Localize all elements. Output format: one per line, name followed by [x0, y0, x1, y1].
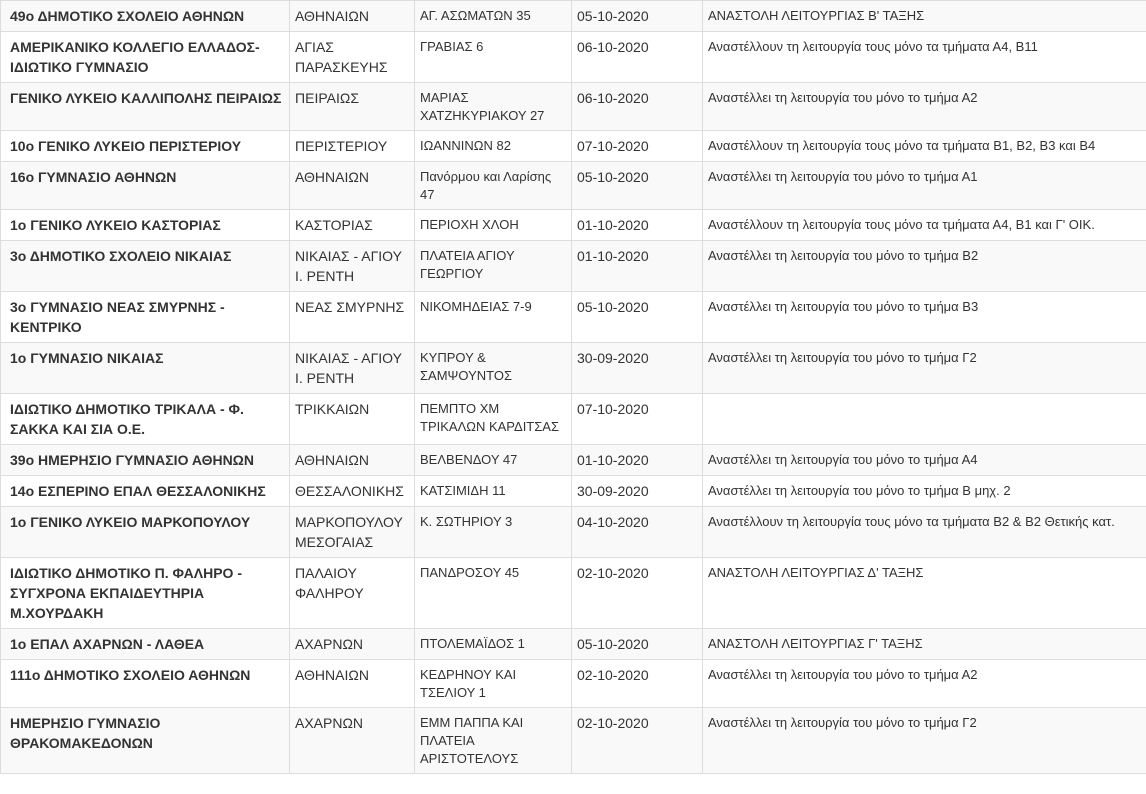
- municipality-cell: ΑΘΗΝΑΙΩΝ: [290, 445, 415, 476]
- municipality-cell: ΑΘΗΝΑΙΩΝ: [290, 1, 415, 32]
- note-cell: ΑΝΑΣΤΟΛΗ ΛΕΙΤΟΥΡΓΙΑΣ Γ' ΤΑΞΗΣ: [703, 629, 1146, 660]
- table-row: [1, 708, 1146, 774]
- date-cell: 06-10-2020: [572, 83, 703, 131]
- note-cell: Αναστέλλει τη λειτουργία του μόνο το τμήμα Γ2: [703, 708, 1146, 774]
- date-cell: 30-09-2020: [572, 343, 703, 394]
- municipality-cell: ΠΑΛΑΙΟΥ ΦΑΛΗΡΟΥ: [290, 558, 415, 629]
- table-row: [1, 558, 1146, 629]
- address-cell: ΒΕΛΒΕΝΔΟΥ 47: [415, 445, 572, 476]
- municipality-cell: ΘΕΣΣΑΛΟΝΙΚΗΣ: [290, 476, 415, 507]
- note-cell: Αναστέλλει τη λειτουργία του μόνο το τμήμα Α1: [703, 162, 1146, 210]
- table-row: [1, 210, 1146, 241]
- table-body: [1, 1, 1146, 774]
- table-row: [1, 507, 1146, 558]
- school-name-cell: 3ο ΔΗΜΟΤΙΚΟ ΣΧΟΛΕΙΟ ΝΙΚΑΙΑΣ: [1, 241, 290, 292]
- date-cell: 05-10-2020: [572, 162, 703, 210]
- school-name-cell: 14ο ΕΣΠΕΡΙΝΟ ΕΠΑΛ ΘΕΣΣΑΛΟΝΙΚΗΣ: [1, 476, 290, 507]
- date-cell: 05-10-2020: [572, 1, 703, 32]
- school-name-cell: 1ο ΓΥΜΝΑΣΙΟ ΝΙΚΑΙΑΣ: [1, 343, 290, 394]
- table-row: [1, 241, 1146, 292]
- table-row: [1, 292, 1146, 343]
- table-row: [1, 1, 1146, 32]
- municipality-cell: ΜΑΡΚΟΠΟΥΛΟΥ ΜΕΣΟΓΑΙΑΣ: [290, 507, 415, 558]
- school-name-cell: 1ο ΓΕΝΙΚΟ ΛΥΚΕΙΟ ΜΑΡΚΟΠΟΥΛΟΥ: [1, 507, 290, 558]
- date-cell: 07-10-2020: [572, 131, 703, 162]
- date-cell: 04-10-2020: [572, 507, 703, 558]
- municipality-cell: ΑΘΗΝΑΙΩΝ: [290, 162, 415, 210]
- table-row: [1, 476, 1146, 507]
- table-row: [1, 660, 1146, 708]
- municipality-cell: ΝΕΑΣ ΣΜΥΡΝΗΣ: [290, 292, 415, 343]
- school-name-cell: ΓΕΝΙΚΟ ΛΥΚΕΙΟ ΚΑΛΛΙΠΟΛΗΣ ΠΕΙΡΑΙΩΣ: [1, 83, 290, 131]
- school-name-cell: 16ο ΓΥΜΝΑΣΙΟ ΑΘΗΝΩΝ: [1, 162, 290, 210]
- municipality-cell: ΑΧΑΡΝΩΝ: [290, 708, 415, 774]
- table-row: [1, 162, 1146, 210]
- note-cell: Αναστέλλει τη λειτουργία του μόνο το τμήμα Γ2: [703, 343, 1146, 394]
- table-row: [1, 394, 1146, 445]
- municipality-cell: ΤΡΙΚΚΑΙΩΝ: [290, 394, 415, 445]
- address-cell: ΠΑΝΔΡΟΣΟΥ 45: [415, 558, 572, 629]
- note-cell: Αναστέλλουν τη λειτουργία τους μόνο τα τμήματα Α4, Β1 και Γ' ΟΙΚ.: [703, 210, 1146, 241]
- date-cell: 02-10-2020: [572, 660, 703, 708]
- school-name-cell: 111ο ΔΗΜΟΤΙΚΟ ΣΧΟΛΕΙΟ ΑΘΗΝΩΝ: [1, 660, 290, 708]
- address-cell: ΚΥΠΡΟΥ & ΣΑΜΨΟΥΝΤΟΣ: [415, 343, 572, 394]
- address-cell: ΚΑΤΣΙΜΙΔΗ 11: [415, 476, 572, 507]
- address-cell: ΝΙΚΟΜΗΔΕΙΑΣ 7-9: [415, 292, 572, 343]
- school-name-cell: 1ο ΓΕΝΙΚΟ ΛΥΚΕΙΟ ΚΑΣΤΟΡΙΑΣ: [1, 210, 290, 241]
- address-cell: ΚΕΔΡΗΝΟΥ ΚΑΙ ΤΣΕΛΙΟΥ 1: [415, 660, 572, 708]
- note-cell: Αναστέλλουν τη λειτουργία τους μόνο τα τμήματα Α4, Β11: [703, 32, 1146, 83]
- address-cell: ΓΡΑΒΙΑΣ 6: [415, 32, 572, 83]
- note-cell: Αναστέλλει τη λειτουργία του μόνο το τμήμα Α2: [703, 83, 1146, 131]
- table-row: [1, 445, 1146, 476]
- address-cell: ΠΛΑΤΕΙΑ ΑΓΙΟΥ ΓΕΩΡΓΙΟΥ: [415, 241, 572, 292]
- address-cell: ΙΩΑΝΝΙΝΩΝ 82: [415, 131, 572, 162]
- note-cell: ΑΝΑΣΤΟΛΗ ΛΕΙΤΟΥΡΓΙΑΣ Δ' ΤΑΞΗΣ: [703, 558, 1146, 629]
- municipality-cell: ΑΘΗΝΑΙΩΝ: [290, 660, 415, 708]
- note-cell: Αναστέλλει τη λειτουργία του μόνο το τμήμα Β2: [703, 241, 1146, 292]
- note-cell: Αναστέλλει τη λειτουργία του μόνο το τμήμα Α4: [703, 445, 1146, 476]
- school-name-cell: ΗΜΕΡΗΣΙΟ ΓΥΜΝΑΣΙΟ ΘΡΑΚΟΜΑΚΕΔΟΝΩΝ: [1, 708, 290, 774]
- note-cell: Αναστέλλουν τη λειτουργία τους μόνο τα τμήματα Β1, Β2, Β3 και Β4: [703, 131, 1146, 162]
- table-row: [1, 32, 1146, 83]
- note-cell: Αναστέλλουν τη λειτουργία τους μόνο τα τμήματα Β2 & Β2 Θετικής κατ.: [703, 507, 1146, 558]
- date-cell: 01-10-2020: [572, 445, 703, 476]
- school-name-cell: 39ο ΗΜΕΡΗΣΙΟ ΓΥΜΝΑΣΙΟ ΑΘΗΝΩΝ: [1, 445, 290, 476]
- date-cell: 01-10-2020: [572, 241, 703, 292]
- table-row: [1, 131, 1146, 162]
- date-cell: 02-10-2020: [572, 708, 703, 774]
- note-cell: [703, 394, 1146, 445]
- table-row: [1, 83, 1146, 131]
- date-cell: 02-10-2020: [572, 558, 703, 629]
- table-row: [1, 629, 1146, 660]
- municipality-cell: ΚΑΣΤΟΡΙΑΣ: [290, 210, 415, 241]
- date-cell: 05-10-2020: [572, 629, 703, 660]
- address-cell: Πανόρμου και Λαρίσης 47: [415, 162, 572, 210]
- address-cell: Κ. ΣΩΤΗΡΙΟΥ 3: [415, 507, 572, 558]
- municipality-cell: ΝΙΚΑΙΑΣ - ΑΓΙΟΥ Ι. ΡΕΝΤΗ: [290, 343, 415, 394]
- municipality-cell: ΠΕΡΙΣΤΕΡΙΟΥ: [290, 131, 415, 162]
- school-name-cell: ΑΜΕΡΙΚΑΝΙΚΟ ΚΟΛΛΕΓΙΟ ΕΛΛΑΔΟΣ-ΙΔΙΩΤΙΚΟ ΓΥΜΝΑΣΙΟ: [1, 32, 290, 83]
- note-cell: Αναστέλλει τη λειτουργία του μόνο το τμήμα Β μηχ. 2: [703, 476, 1146, 507]
- date-cell: 01-10-2020: [572, 210, 703, 241]
- date-cell: 05-10-2020: [572, 292, 703, 343]
- table-row: [1, 343, 1146, 394]
- municipality-cell: ΑΧΑΡΝΩΝ: [290, 629, 415, 660]
- date-cell: 30-09-2020: [572, 476, 703, 507]
- address-cell: ΠΕΜΠΤΟ ΧΜ ΤΡΙΚΑΛΩΝ ΚΑΡΔΙΤΣΑΣ: [415, 394, 572, 445]
- note-cell: Αναστέλλει τη λειτουργία του μόνο το τμήμα Β3: [703, 292, 1146, 343]
- school-name-cell: 10ο ΓΕΝΙΚΟ ΛΥΚΕΙΟ ΠΕΡΙΣΤΕΡΙΟΥ: [1, 131, 290, 162]
- address-cell: ΕΜΜ ΠΑΠΠΑ ΚΑΙ ΠΛΑΤΕΙΑ ΑΡΙΣΤΟΤΕΛΟΥΣ: [415, 708, 572, 774]
- address-cell: ΠΕΡΙΟΧΗ ΧΛΟΗ: [415, 210, 572, 241]
- address-cell: ΜΑΡΙΑΣ ΧΑΤΖΗΚΥΡΙΑΚΟΥ 27: [415, 83, 572, 131]
- municipality-cell: ΠΕΙΡΑΙΩΣ: [290, 83, 415, 131]
- school-name-cell: 3ο ΓΥΜΝΑΣΙΟ ΝΕΑΣ ΣΜΥΡΝΗΣ - ΚΕΝΤΡΙΚΟ: [1, 292, 290, 343]
- school-name-cell: ΙΔΙΩΤΙΚΟ ΔΗΜΟΤΙΚΟ Π. ΦΑΛΗΡΟ - ΣΥΓΧΡΟΝΑ ΕΚΠΑΙΔΕΥΤΗΡΙΑ Μ.ΧΟΥΡΔΑΚΗ: [1, 558, 290, 629]
- municipality-cell: ΑΓΙΑΣ ΠΑΡΑΣΚΕΥΗΣ: [290, 32, 415, 83]
- school-name-cell: ΙΔΙΩΤΙΚΟ ΔΗΜΟΤΙΚΟ ΤΡΙΚΑΛΑ - Φ. ΣΑΚΚΑ ΚΑΙ ΣΙΑ Ο.Ε.: [1, 394, 290, 445]
- note-cell: Αναστέλλει τη λειτουργία του μόνο το τμήμα Α2: [703, 660, 1146, 708]
- school-name-cell: 49ο ΔΗΜΟΤΙΚΟ ΣΧΟΛΕΙΟ ΑΘΗΝΩΝ: [1, 1, 290, 32]
- note-cell: ΑΝΑΣΤΟΛΗ ΛΕΙΤΟΥΡΓΙΑΣ Β' ΤΑΞΗΣ: [703, 1, 1146, 32]
- date-cell: 06-10-2020: [572, 32, 703, 83]
- school-name-cell: 1ο ΕΠΑΛ ΑΧΑΡΝΩΝ - ΛΑΘΕΑ: [1, 629, 290, 660]
- address-cell: ΠΤΟΛΕΜΑΪΔΟΣ 1: [415, 629, 572, 660]
- date-cell: 07-10-2020: [572, 394, 703, 445]
- address-cell: ΑΓ. ΑΣΩΜΑΤΩΝ 35: [415, 1, 572, 32]
- municipality-cell: ΝΙΚΑΙΑΣ - ΑΓΙΟΥ Ι. ΡΕΝΤΗ: [290, 241, 415, 292]
